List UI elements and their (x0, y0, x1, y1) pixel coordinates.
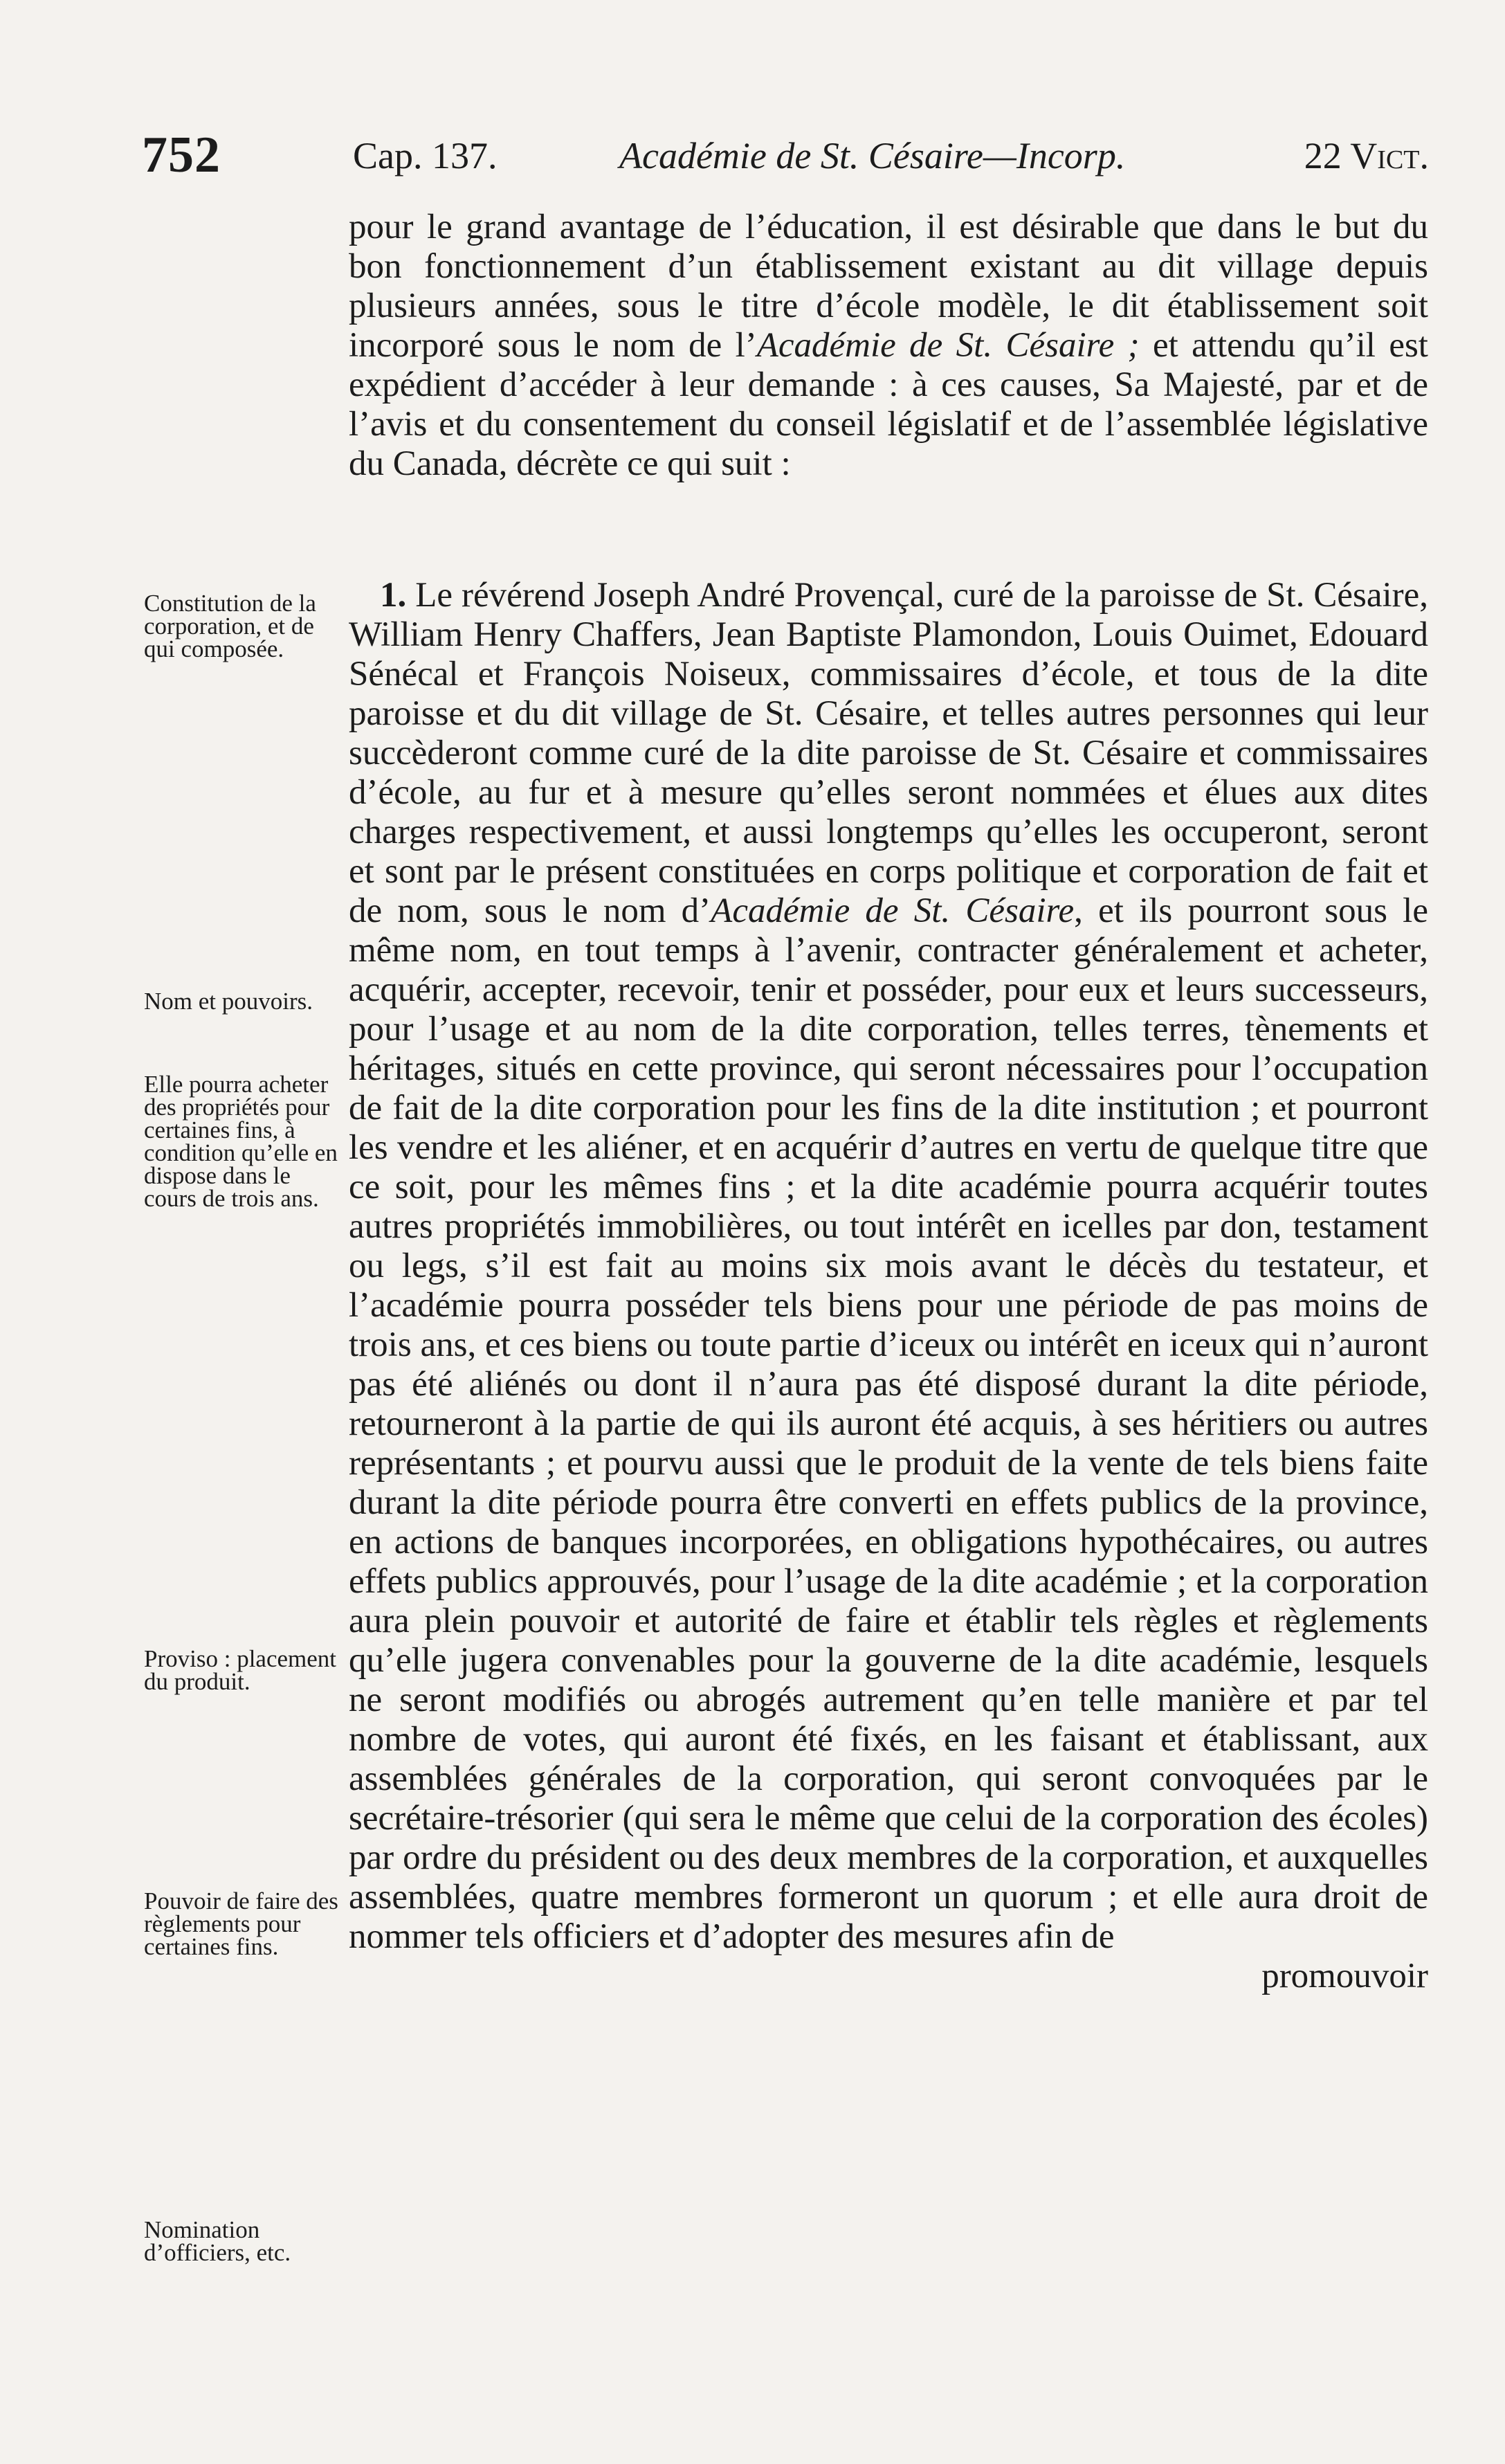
running-title: Académie de St. Césaire—Incorp. (619, 135, 1126, 176)
margin-note-bylaws: Pouvoir de faire des règlements pour certaines fins. (144, 1887, 338, 1960)
page-number: 752 (142, 127, 221, 183)
section-1-paragraph (349, 576, 1428, 1957)
preamble-paragraph (349, 208, 1428, 484)
margin-note-officers: Nomination d’officiers, etc. (144, 2216, 291, 2266)
chapter-label: Cap. 137. (353, 135, 498, 176)
preamble-text-a: pour le grand avantage de l’éducation, il est désirable que dans le but du bon fonctionnement d’un établissement existant au dit village depuis plusieurs années, sous le titre d’école modèle, le dit établissement soit incorporé sous le nom de l’ (349, 208, 1428, 365)
preamble-text-b: et attendu qu’il est expédient d’accéder à leur demande : à ces causes, Sa Majesté, par et de l’avis et du consentement du conseil législatif et de l’assemblée législative du Canada, décrète ce qui suit : (349, 326, 1428, 483)
margin-note-constitution: Constitution de la corporation, et de qui composée. (144, 590, 316, 662)
preamble-block (349, 208, 1428, 484)
section-1-text-b: , et ils pourront sous le même nom, en tout temps à l’avenir, contracter généralement et acheter, acquérir, accepter, recevoir, tenir et posséder, pour eux et leurs successeurs, pour l’usage et au nom de la dite corporation, telles terres, tènements et héritages, situés en cette province, qui seront nécessaires pour l’occupation de fait de la dite corporation pour les fins de la dite institution ; et pourront les vendre et les aliéner, et en acquérir d’autres en vertu de quelque titre que ce soit, pour les mêmes fins ; et la dite académie pourra acquérir toutes autres propriétés immobilières, ou tout intérêt en icelles par don, testament ou legs, s’il est fait au moins six mois avant le décès du testateur, et l’académie pourra posséder tels biens pour une période de pas moins de trois ans, et ces biens ou toute partie d’iceux ou intérêt en iceux qui n’auront pas été aliénés ou dont il n’aura pas été disposé durant la dite période, retourneront à la partie de qui ils auront été acquis, à ses héritiers ou autres représentants ; et pourvu aussi que le produit de la vente de tels biens faite durant la dite période pourra être converti en effets publics de la province, en actions de banques incorporées, en obligations hypothécaires, ou autres effets publics approuvés, pour l’usage de la dite académie ; et la corporation aura plein pouvoir et autorité de faire et établir tels règles et règlements qu’elle jugera convenables pour la gouverne de la dite académie, lesquels ne seront modifiés ou abrogés autrement qu’en telle manière et par tel nombre de votes, qui auront été fixés, en les faisant et établissant, aux assemblées générales de la corporation, qui seront convoquées par le secrétaire-trésorier (qui sera le même que celui de la corporation des écoles) par ordre du président ou des deux membres de la corporation, et auxquelles assemblées, quatre membres formeront un quorum ; et elle aura droit de nommer tels officiers et d’adopter des mesures afin de (349, 891, 1428, 1956)
margin-note-property: Elle pourra acheter des propriétés pour certaines fins, à condition qu’elle en dispose dans le cours de trois ans. (144, 1071, 338, 1212)
section-1-corporate-name: Académie de St. Césaire (711, 891, 1075, 930)
section-number: 1. (380, 576, 407, 615)
section-1-block (349, 576, 1428, 1996)
preamble-academy-name: Académie de St. Césaire ; (756, 326, 1140, 365)
regnal-year: 22 Vict. (1304, 135, 1429, 176)
catchword: promouvoir (1261, 1957, 1428, 1995)
section-1-text-a: Le révérend Joseph André Provençal, curé de la paroisse de St. Césaire, William Henry Chaffers, Jean Baptiste Plamondon, Louis Ouimet, Edouard Sénécal et François Noiseux, commissaires d’école, et tous de la dite paroisse et du dit village de St. Césaire, et telles autres personnes qui leur succèderont comme curé de la dite paroisse de St. Césaire et commissaires d’école, au fur et à mesure qu’elles seront nommées et élues aux dites charges respectivement, et aussi longtemps qu’elles les occuperont, seront et sont par le présent constituées en corps politique et corporation de fait et de nom, sous le nom d’ (349, 576, 1428, 930)
margin-note-proviso: Proviso : placement du produit. (144, 1645, 337, 1695)
running-head (142, 126, 1429, 181)
margin-note-name-powers: Nom et pouvoirs. (144, 988, 313, 1015)
